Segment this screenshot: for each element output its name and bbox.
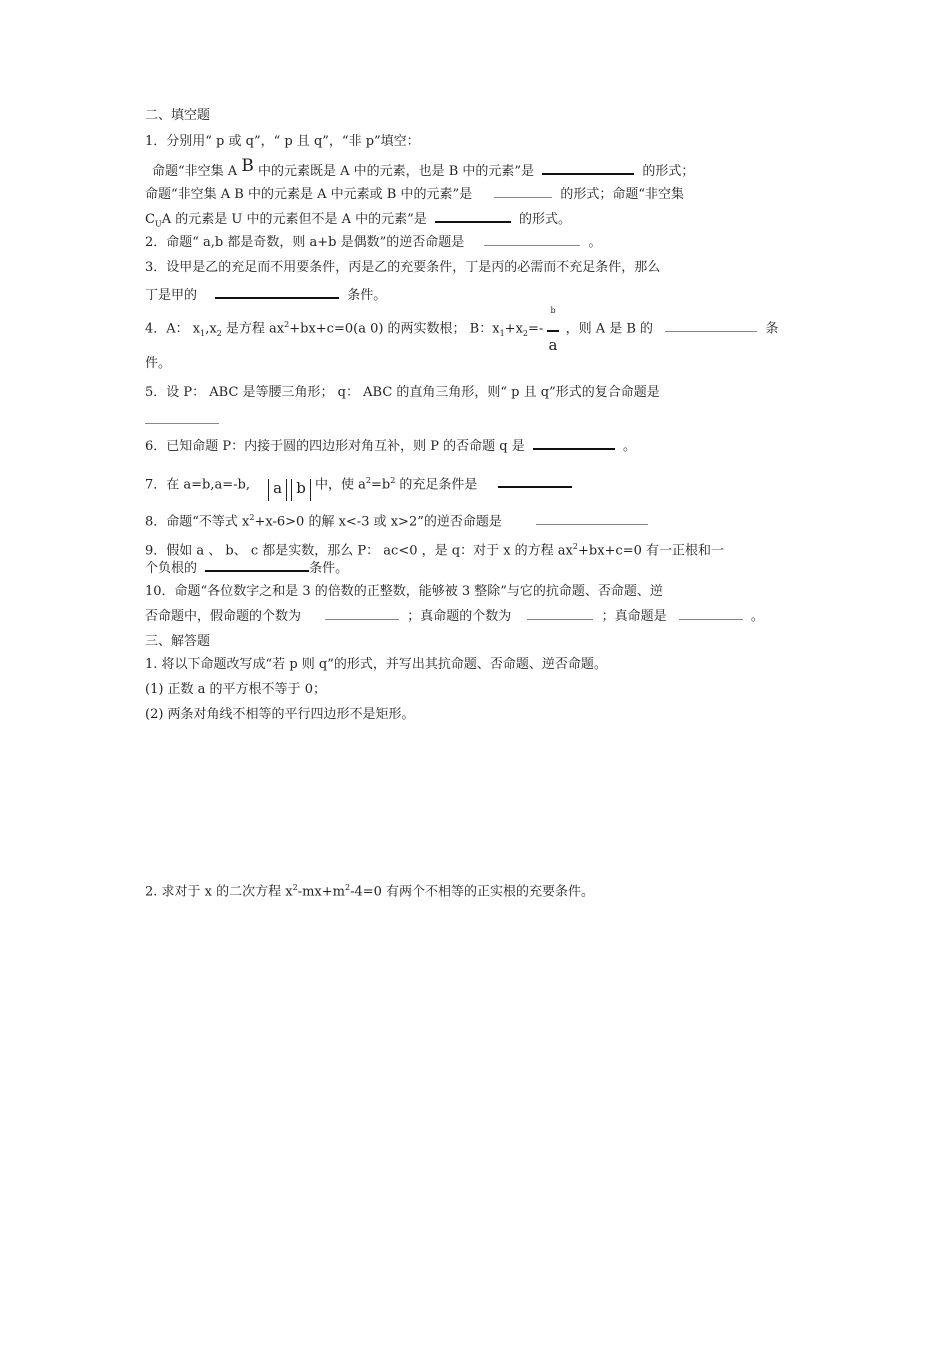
q7-text-a: 7．在 a=b,a=-b, (145, 477, 250, 493)
q4-sub-1: 1 (200, 328, 206, 338)
q4-text-d: +bx+c=0(a 0) 的两实数根； B：x (289, 321, 500, 337)
q9-sup: 2 (572, 542, 578, 551)
q6-text: 6．已知命题 P：内接于圆的四边形对角互补，则 P 的否命题 q 是 (145, 439, 525, 454)
q1-intro: 1．分别用“ p 或 q”，“ p 且 q”，“非 p”填空： (145, 134, 420, 149)
p1-intro: 1. 将以下命题改写成“若 p 则 q”的形式，并写出其抗命题、否命题、逆否命题。 (145, 657, 607, 672)
q10-line2 (145, 607, 764, 626)
q2-line (145, 233, 602, 252)
q1-blank-3[interactable] (435, 209, 511, 223)
q4-text-h: 条 (765, 321, 779, 337)
q4-text-f: =- (528, 321, 544, 337)
q9-line1 (145, 538, 724, 560)
q9-text-c: 个负根的 (145, 561, 198, 576)
p1-item-2: (2) 两条对角线不相等的平行四边形不是矩形。 (145, 707, 415, 722)
q4-line2: 件。 (145, 356, 172, 371)
q7-abs-a-text: a (273, 479, 283, 498)
q5-blank[interactable] (145, 411, 219, 424)
q1-text-d: 的形式； (642, 164, 695, 179)
q8-sup: 2 (249, 513, 255, 522)
p2-text-b: -mx+m (297, 884, 345, 900)
q1-line1 (152, 156, 695, 181)
q1-text-a: 命题“非空集 A (152, 164, 238, 179)
q3-text-b: 条件。 (347, 288, 387, 303)
q1-complement-c: C (145, 212, 155, 227)
p2-sup-1: 2 (292, 883, 298, 892)
q1-blank-1[interactable] (542, 161, 634, 175)
q4-sub-4: 2 (522, 328, 528, 338)
q6-end: 。 (623, 439, 637, 454)
q7-abs-b (291, 479, 311, 501)
q3-text-a: 丁是甲的 (145, 288, 198, 303)
q10-blank-2[interactable] (527, 607, 593, 620)
q7-abs-b-text: b (296, 479, 306, 498)
q1-text-c: 中的元素既是 A 中的元素，也是 B 中的元素”是 (257, 164, 535, 179)
q10-blank-3[interactable] (679, 607, 743, 620)
q4-fraction (547, 306, 561, 355)
q4-frac-num: b (550, 306, 556, 316)
q1-text-e: 命题“非空集 A B 中的元素是 A 中元素或 B 中的元素”是 (145, 187, 473, 202)
q7-sup-2: 2 (390, 476, 396, 485)
q4-text-c: 是方程 ax (221, 321, 285, 337)
p2-text-c: -4=0 有两个不相等的正实根的充要条件。 (350, 884, 595, 900)
q6-blank[interactable] (533, 436, 615, 450)
q1-text-f: 的形式；命题“非空集 (560, 187, 685, 202)
q1-line2 (145, 185, 684, 204)
q10-line1: 10．命题“各位数字之和是 3 的倍数的正整数，能够被 3 整除”与它的抗命题、否命题、逆 (145, 584, 663, 599)
q9-text-d: 条件。 (309, 561, 349, 576)
section3-title: 三、解答题 (145, 634, 211, 649)
q1-blank-2[interactable] (494, 185, 552, 198)
q5-blank-line (145, 411, 223, 430)
q5-line: 5．设 P： ABC 是等腰三角形； q： ABC 的直角三角形，则“ p 且 q”形式的复合命题是 (145, 385, 660, 400)
q7-line (145, 472, 576, 501)
q4-sup: 2 (284, 320, 290, 329)
q4-text-a: 4．A： x (145, 321, 201, 337)
q4-frac-den: a (548, 336, 558, 355)
q4-frac-bar (547, 330, 559, 332)
q9-line2 (145, 558, 348, 578)
q3-line1: 3．设甲是乙的充足而不用要条件，丙是乙的充要条件，丁是丙的必需而不充足条件，那么 (145, 260, 661, 275)
q4-sub-2: 2 (216, 328, 222, 338)
q6-line (145, 436, 636, 456)
q10-text-a: 否命题中，假命题的个数为 (145, 609, 302, 624)
q4-sub-3: 1 (499, 328, 505, 338)
q9-text-b: +bx+c=0 有一正根和一 (577, 543, 724, 559)
q4-text-b: ,x (205, 321, 217, 337)
q3-blank[interactable] (215, 285, 339, 299)
q7-text-d: 的充足条件是 (395, 477, 478, 493)
p2-line (145, 879, 594, 901)
p2-sup-2: 2 (344, 883, 351, 892)
q7-text-c: =b (370, 477, 391, 493)
q4-line1 (145, 306, 779, 355)
q8-line (145, 509, 652, 531)
q1-text-h: 的形式。 (519, 212, 572, 227)
q8-text-b: +x-6>0 的解 x<-3 或 x>2”的逆否命题是 (254, 514, 502, 530)
q2-end: 。 (588, 235, 602, 250)
q2-text: 2．命题“ a,b 都是奇数，则 a+b 是偶数”的逆否命题是 (145, 235, 465, 250)
q8-blank[interactable] (536, 512, 648, 525)
q10-text-c: ；真命题是 (601, 609, 667, 624)
p1-item-1: (1) 正数 a 的平方根不等于 0； (145, 682, 326, 697)
q10-blank-1[interactable] (325, 607, 399, 620)
q1-set-b: B (241, 156, 254, 176)
q1-complement-u: U (154, 219, 162, 229)
q1-line3 (145, 209, 571, 234)
q4-text-e: +x (504, 321, 523, 337)
q3-line2 (145, 285, 386, 305)
section2-title: 二、填空题 (145, 108, 211, 123)
q7-text-b: 中，使 a (314, 477, 366, 493)
q9-blank[interactable] (205, 558, 309, 572)
q10-text-b: ；真命题的个数为 (407, 609, 512, 624)
q4-blank[interactable] (665, 319, 757, 332)
p2-text-a: 2. 求对于 x 的二次方程 x (145, 884, 293, 900)
q10-text-d: 。 (750, 609, 764, 624)
q7-abs-a (268, 479, 287, 501)
q4-text-g: ，则 A 是 B 的 (565, 321, 654, 337)
q8-text-a: 8．命题“不等式 x (145, 514, 250, 530)
q2-blank[interactable] (484, 233, 580, 246)
q1-text-g: A 的元素是 U 中的元素但不是 A 中的元素”是 (161, 212, 427, 227)
q7-sup-1: 2 (365, 476, 371, 485)
q7-blank[interactable] (498, 474, 572, 488)
q9-text-a: 9．假如 a 、 b、 c 都是实数，那么 P： ac<0 ，是 q：对于 x 的方程 ax (145, 543, 573, 559)
